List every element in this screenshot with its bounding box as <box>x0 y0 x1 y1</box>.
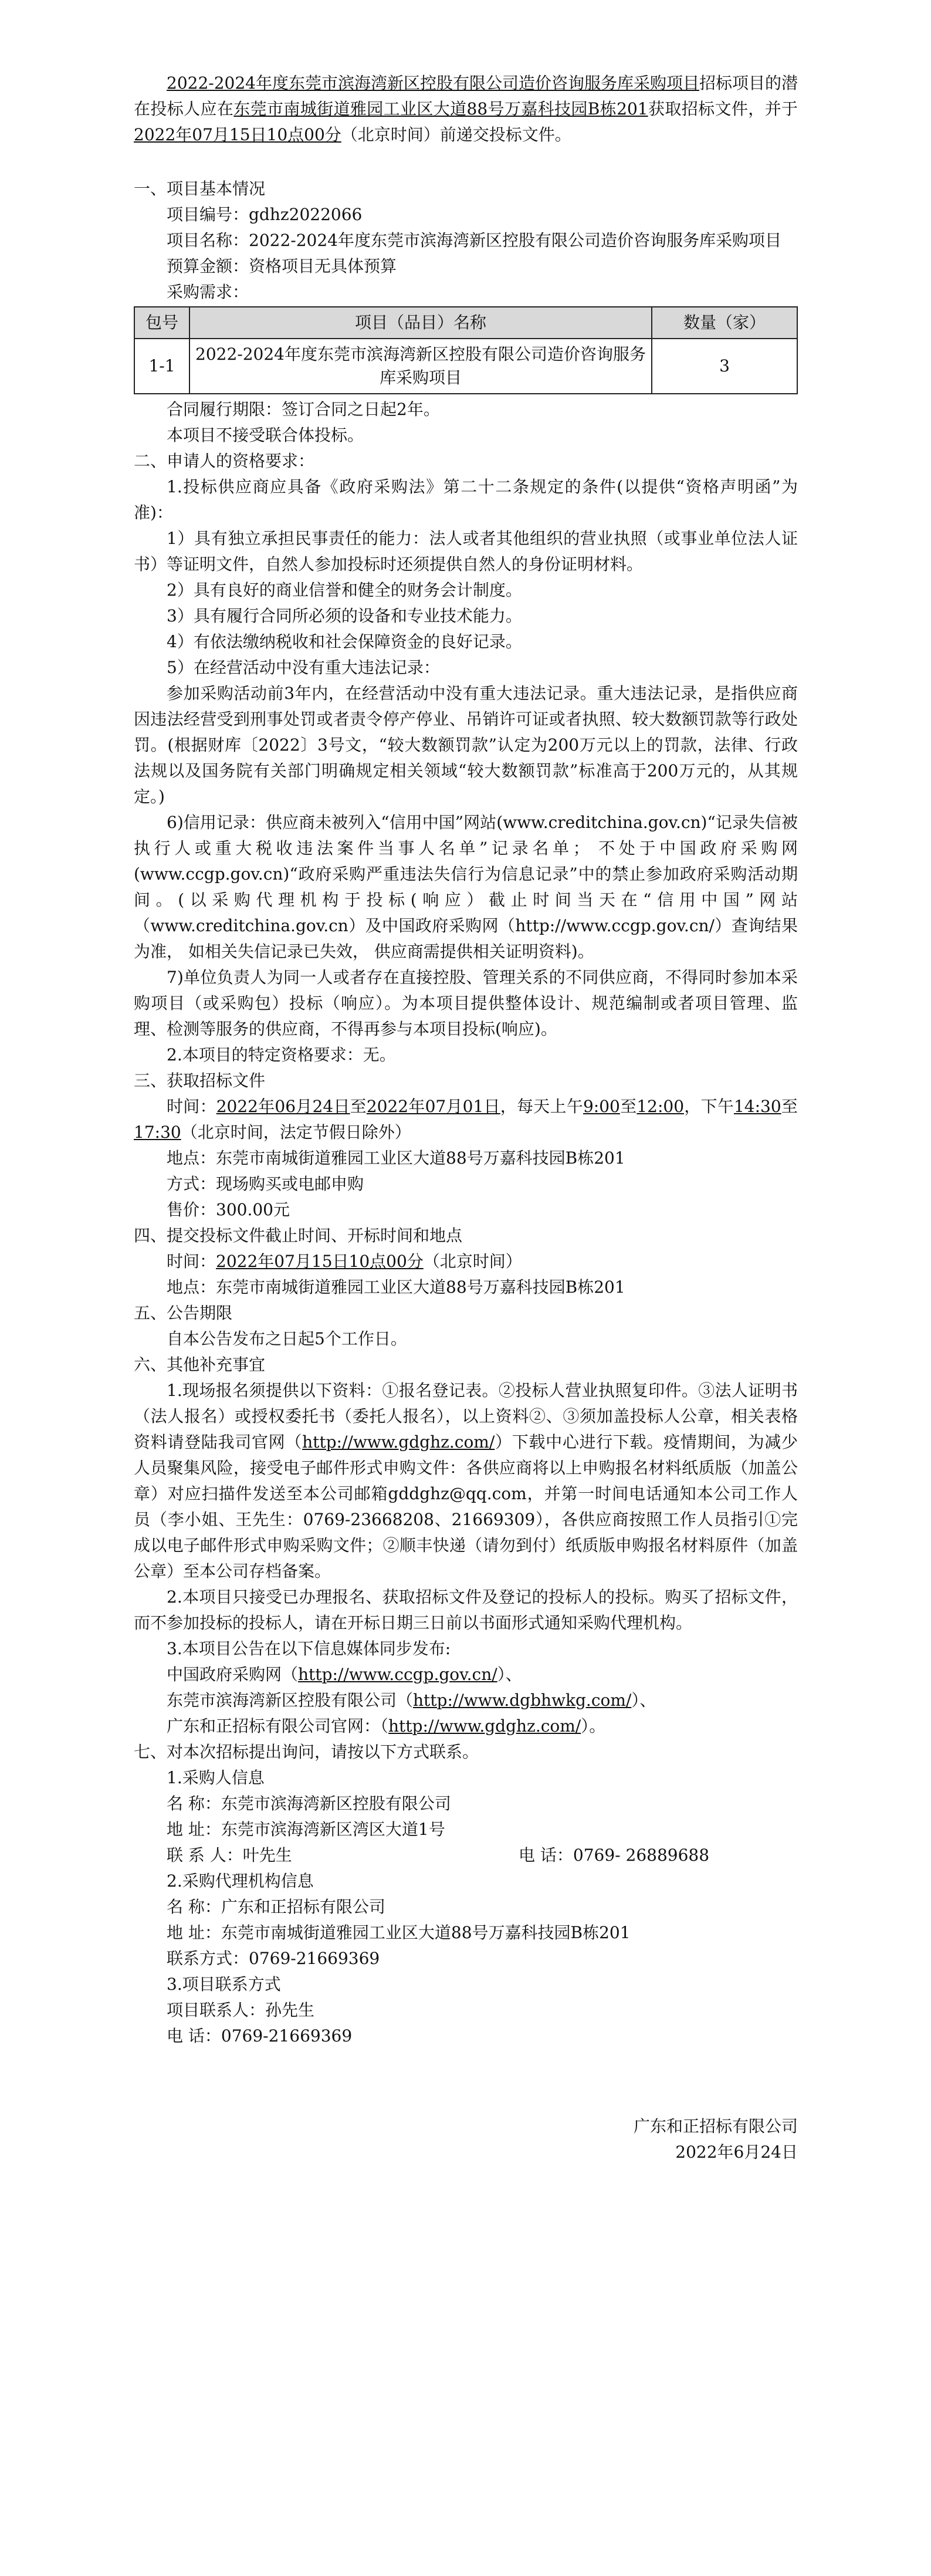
obtain-afternoon-end: 17:30 <box>134 1123 181 1142</box>
obtain-start-date: 2022年06月24日 <box>216 1097 350 1116</box>
purchaser-address-label: 地 址： <box>167 1820 221 1839</box>
project-name: 项目名称：2022-2024年度东莞市滨海湾新区控股有限公司造价咨询服务库采购项目 <box>167 231 781 250</box>
table-row <box>134 339 797 394</box>
agency-info-title: 2.采购代理机构信息 <box>167 1871 314 1891</box>
header-quantity: 数量（家） <box>652 307 797 339</box>
project-contact-title: 3.项目联系方式 <box>167 1975 281 1994</box>
official-site-link[interactable]: http://www.gdghz.com/ <box>302 1432 495 1452</box>
media-2-suffix: ）、 <box>631 1691 656 1710</box>
cell-item-name: 2022-2024年度东莞市滨海湾新区控股有限公司造价咨询服务库采购项目 <box>189 339 652 394</box>
obtain-time <box>134 1094 798 1145</box>
contract-period: 合同履行期限：签订合同之日起2年。 <box>167 400 440 419</box>
header-package: 包号 <box>134 307 189 339</box>
deadline-note: （北京时间） <box>423 1252 522 1271</box>
intro-text-c: （北京时间）前递交投标文件。 <box>341 125 571 144</box>
supplement-1-text-a: 1.现场报名须提供以下资料：①报名登记表。②投标人营业执照复印件。③法人证明书（法人报名）或授权委托书（委托人报名），以上资料②、③须加盖投标人公章，相关表格资料请登陆我司官网（ <box>134 1381 798 1452</box>
purchaser-name-value: 东莞市滨海湾新区控股有限公司 <box>221 1794 451 1813</box>
section-4-title: 四、提交投标文件截止时间、开标时间和地点 <box>134 1226 463 1245</box>
signature-block <box>134 2114 798 2165</box>
issue-date: 2022年6月24日 <box>675 2142 798 2162</box>
section-6-title: 六、其他补充事宜 <box>134 1355 266 1374</box>
supplement-3: 3.本项目公告在以下信息媒体同步发布: <box>167 1639 451 1658</box>
obtain-morning-start: 9:00 <box>583 1097 620 1116</box>
media-2-label: 东莞市滨海湾新区控股有限公司（ <box>167 1691 414 1710</box>
qualification-1d: 4）有依法缴纳税收和社会保障资金的良好记录。 <box>167 632 522 651</box>
procurement-need-label: 采购需求： <box>167 282 249 302</box>
supplement-1-text-b: ）下载中心进行下载。疫情期间，为减少人员聚集风险，接受电子邮件形式申购文件：各供应商将以上申购报名材料纸质版（加盖公章）对应扫描件发送至本公司邮箱gddghz@qq.com，并第一时间电话通知本公司工作人员（李小姐、王先生：0769-23668208、21669309），各供应商按照工作人员指引①完成以电子邮件形式申购采购文件；②顺丰快递（请勿到付）纸质版申购报名材料原件（加盖公章）至本公司存档备案。 <box>134 1432 798 1581</box>
intro-project-name: 2022-2024年度东莞市滨海湾新区控股有限公司造价咨询服务库采购项目 <box>167 73 699 93</box>
requirement-table <box>134 306 798 394</box>
qualification-1: 1.投标供应商应具备《政府采购法》第二十二条规定的条件(以提供“资格声明函”为准)： <box>134 477 798 522</box>
ccgp-link[interactable]: http://www.ccgp.gov.cn/ <box>298 1665 497 1684</box>
purchaser-contact-row <box>134 1843 798 1868</box>
deadline-time <box>134 1249 798 1275</box>
deadline-label: 时间： <box>167 1252 216 1271</box>
supplement-1 <box>134 1378 798 1584</box>
qualification-1e: 5）在经营活动中没有重大违法记录： <box>167 658 440 677</box>
obtain-time-label: 时间： <box>167 1097 216 1116</box>
table-header-row <box>134 307 797 339</box>
purchaser-phone: 电 话：0769- 26889688 <box>519 1845 710 1865</box>
obtain-to-1: 至 <box>350 1097 367 1116</box>
section-2-title: 二、申请人的资格要求： <box>134 451 315 471</box>
obtain-afternoon-label: ，下午 <box>684 1097 734 1116</box>
section-1-title: 一、项目基本情况 <box>134 179 266 198</box>
intro-address: 东莞市南城街道雅园工业区大道88号万嘉科技园B栋201 <box>233 99 648 119</box>
obtain-morning-end: 12:00 <box>637 1097 685 1116</box>
budget-amount: 预算金额：资格项目无具体预算 <box>167 256 397 276</box>
header-item-name: 项目（品目）名称 <box>189 307 652 339</box>
section-5-title: 五、公告期限 <box>134 1303 233 1323</box>
media-1-suffix: ）、 <box>497 1665 522 1684</box>
agency-phone: 联系方式：0769-21669369 <box>167 1949 380 1968</box>
media-1 <box>134 1662 798 1688</box>
qualification-1a: 1）具有独立承担民事责任的能力：法人或者其他组织的营业执照（或事业单位法人证书）等证明文件，自然人参加投标时还须提供自然人的身份证明材料。 <box>134 529 798 574</box>
obtain-place: 地点：东莞市南城街道雅园工业区大道88号万嘉科技园B栋201 <box>167 1148 625 1168</box>
obtain-time-note: （北京时间，法定节假日除外） <box>181 1123 411 1142</box>
intro-paragraph <box>134 70 798 148</box>
supplement-2: 2.本项目只接受已办理报名、获取招标文件及登记的投标人的投标。购买了招标文件，而不参加投标的投标人，请在开标日期三日前以书面形式通知采购代理机构。 <box>134 1587 798 1632</box>
obtain-end-date: 2022年07月01日 <box>366 1097 500 1116</box>
purchaser-address-value: 东莞市滨海湾新区湾区大道1号 <box>221 1820 445 1839</box>
qualification-1f: 6)信用记录：供应商未被列入“信用中国”网站(www.creditchina.gov.cn)“记录失信被执行人或重大税收违法案件当事人名单”记录名单； 不处于中国政府采购网(www.ccgp.gov.cn)“政府采购严重违法失信行为信息记录”中的禁止参加政府采购活动期间。(以采购代理机构于投标(响应）截止时间当天在“信用中国”网站（www.creditchina.gov.cn）及中国政府采购网（http://www.ccgp.gov.cn/）查询结果为准， 如相关失信记录已失效， 供应商需提供相关证明资料)。 <box>134 813 798 961</box>
agency-name: 名 称：广东和正招标有限公司 <box>167 1897 385 1916</box>
agency-address: 地 址：东莞市南城街道雅园工业区大道88号万嘉科技园B栋201 <box>167 1923 631 1942</box>
qualification-1e-text: 参加采购活动前3年内，在经营活动中没有重大违法记录。重大违法记录，是指供应商因违法经营受到刑事处罚或者责令停产停业、吊销许可证或者执照、较大数额罚款等行政处罚。(根据财库〔2022〕3号文，“较大数额罚款”认定为200万元以上的罚款，法律、行政法规以及国务院有关部门明确规定相关领域“较大数额罚款”标准高于200万元的，从其规定。) <box>134 684 798 806</box>
intro-text-a: 招标项目的潜在投标人应在 <box>134 73 798 119</box>
section-3-title: 三、获取招标文件 <box>134 1071 266 1090</box>
section-7-title: 七、对本次招标提出询问，请按以下方式联系。 <box>134 1742 479 1762</box>
cell-package: 1-1 <box>134 339 189 394</box>
purchaser-address <box>134 1817 798 1843</box>
media-3-label: 广东和正招标有限公司官网：（ <box>167 1716 389 1736</box>
obtain-price: 售价：300.00元 <box>167 1200 290 1219</box>
purchaser-info-title: 1.采购人信息 <box>167 1768 265 1787</box>
purchaser-name-label: 名 称： <box>167 1794 221 1813</box>
project-contact-phone: 电 话：0769-21669369 <box>167 2026 353 2046</box>
issuer-name: 广东和正招标有限公司 <box>633 2117 798 2136</box>
obtain-morning-label: ，每天上午 <box>500 1097 583 1116</box>
media-3 <box>134 1713 798 1739</box>
qualification-1b: 2）具有良好的商业信誉和健全的财务会计制度。 <box>167 580 522 600</box>
obtain-afternoon-start: 14:30 <box>733 1097 781 1116</box>
project-contact-person: 项目联系人：孙先生 <box>167 2000 315 2020</box>
purchaser-name <box>134 1791 798 1817</box>
deadline-value: 2022年07月15日10点00分 <box>216 1252 424 1271</box>
intro-text-b: 获取招标文件，并于 <box>648 99 798 119</box>
obtain-method: 方式：现场购买或电邮申购 <box>167 1174 364 1194</box>
qualification-2: 2.本项目的特定资格要求：无。 <box>167 1045 396 1064</box>
media-2 <box>134 1688 798 1713</box>
qualification-1c: 3）具有履行合同所必须的设备和专业技术能力。 <box>167 606 522 626</box>
announcement-document <box>134 70 798 2165</box>
deadline-place: 地点：东莞市南城街道雅园工业区大道88号万嘉科技园B栋201 <box>167 1277 625 1297</box>
obtain-to-3: 至 <box>781 1097 798 1116</box>
cell-quantity: 3 <box>652 339 797 394</box>
notice-period: 自本公告发布之日起5个工作日。 <box>167 1329 407 1348</box>
dgbhwkg-link[interactable]: http://www.dgbhwkg.com/ <box>413 1691 632 1710</box>
gdghz-link[interactable]: http://www.gdghz.com/ <box>388 1716 581 1736</box>
purchaser-contact-person: 联 系 人：叶先生 <box>167 1845 292 1865</box>
media-3-suffix: ）。 <box>581 1716 606 1736</box>
media-1-label: 中国政府采购网（ <box>167 1665 299 1684</box>
obtain-to-2: 至 <box>619 1097 637 1116</box>
project-number: 项目编号：gdhz2022066 <box>167 205 363 224</box>
intro-deadline: 2022年07月15日10点00分 <box>134 125 341 144</box>
joint-bid-note: 本项目不接受联合体投标。 <box>167 425 364 445</box>
qualification-1g: 7)单位负责人为同一人或者存在直接控股、管理关系的不同供应商，不得同时参加本采购项目（或采购包）投标（响应）。为本项目提供整体设计、规范编制或者项目管理、监理、检测等服务的供应商，不得再参与本项目投标(响应)。 <box>134 968 798 1039</box>
